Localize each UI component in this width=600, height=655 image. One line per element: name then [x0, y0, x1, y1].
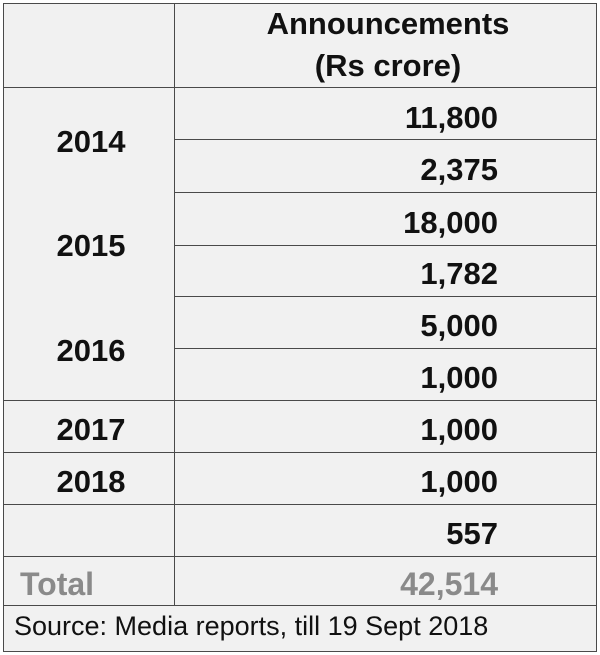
year-label: 2018 [56, 464, 126, 499]
announcement-value: 1,000 [420, 464, 498, 499]
row-divider [4, 400, 596, 401]
total-label: Total [20, 566, 95, 602]
header-divider [4, 87, 596, 88]
announcement-value: 18,000 [403, 205, 498, 240]
announcement-value: 1,000 [420, 360, 498, 395]
source-note: Source: Media reports, till 19 Sept 2018 [14, 611, 489, 641]
announcement-value: 1,782 [420, 256, 498, 291]
row-divider [4, 504, 596, 505]
announcement-value: 557 [446, 516, 498, 551]
year-label: 2015 [56, 228, 126, 263]
announcements-table [3, 3, 597, 652]
row-divider [174, 139, 596, 140]
announcement-value: 11,800 [404, 100, 498, 135]
announcement-value: 5,000 [420, 308, 498, 343]
column-divider [174, 4, 175, 605]
row-divider [174, 348, 596, 349]
row-divider [174, 296, 596, 297]
total-value: 42,514 [400, 566, 498, 602]
year-label: 2016 [56, 333, 126, 368]
column-header-line2: (Rs crore) [314, 48, 462, 83]
year-label: 2014 [56, 124, 126, 159]
row-divider [174, 192, 596, 193]
year-label: 2017 [56, 412, 126, 447]
announcement-value: 1,000 [420, 412, 498, 447]
row-divider [4, 452, 596, 453]
row-divider [4, 556, 596, 557]
row-divider [174, 245, 596, 246]
column-header-line1: Announcements [266, 6, 510, 41]
announcement-value: 2,375 [420, 152, 498, 187]
